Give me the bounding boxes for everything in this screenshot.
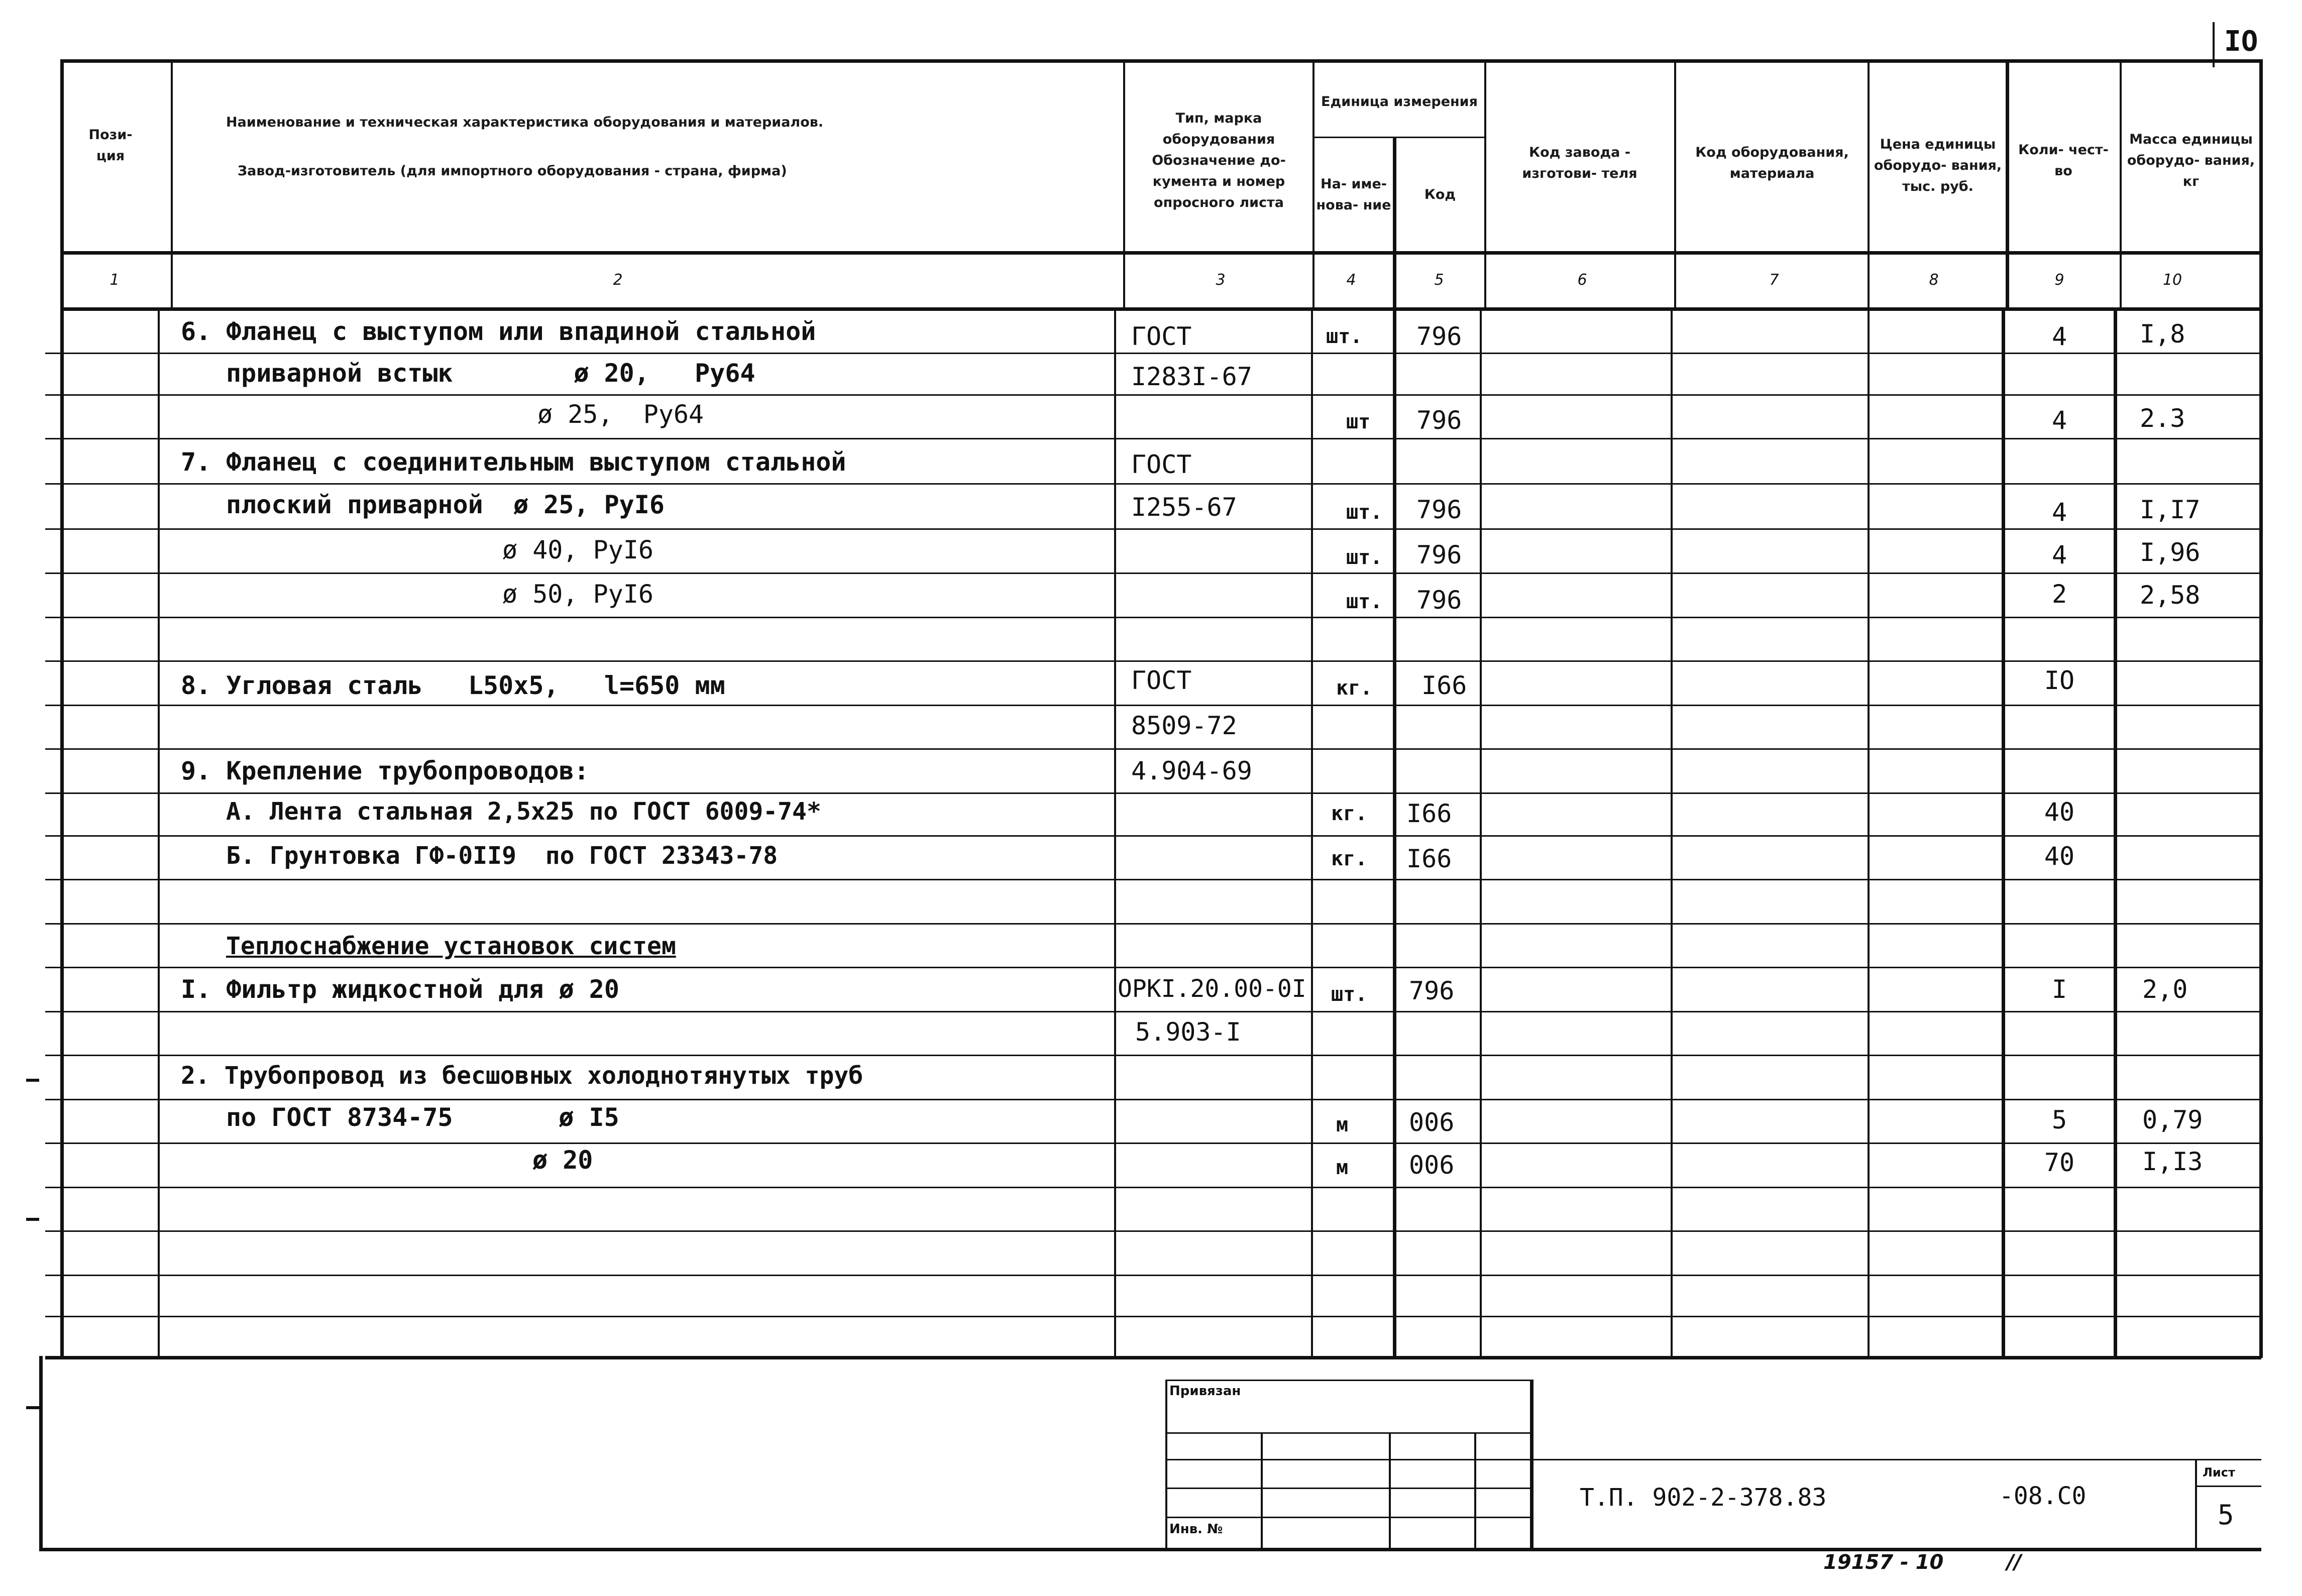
- table-row-mass: I,I7: [2140, 495, 2201, 524]
- column-number: 2: [613, 271, 623, 289]
- table-row-name: 9. Крепление трубопроводов:: [181, 756, 589, 785]
- table-row-qty: 70: [2044, 1148, 2075, 1177]
- table-row-unit: м: [1336, 1113, 1349, 1136]
- table-row-qty: 4: [2051, 406, 2067, 435]
- column-number: 9: [2054, 271, 2064, 289]
- table-row-name: приварной встык ø 20, Py64: [226, 359, 755, 388]
- header-unit-name: На- име- нова- ние: [1316, 176, 1391, 213]
- table-row-code: I66: [1421, 671, 1467, 700]
- header-type: Тип, марка оборудования Обозначение до- кумента и номер опросного листа: [1152, 110, 1286, 210]
- column-number: 10: [2162, 271, 2182, 289]
- table-row-name: плоский приварной ø 25, PyI6: [226, 490, 665, 519]
- sheet-number: IO: [2224, 25, 2258, 58]
- table-row-unit: кг.: [1336, 676, 1373, 700]
- column-number: 1: [109, 271, 120, 289]
- header-price: Цена единицы оборудо- вания, тыс. руб.: [1874, 137, 2002, 194]
- margin-tick: [26, 1218, 39, 1221]
- header-equipment-code: Код оборудования, материала: [1695, 145, 1849, 181]
- table-row-name: I. Фильтр жидкостной для ø 20: [181, 975, 619, 1004]
- table-row-type: ОРКI.20.00-0I: [1118, 975, 1306, 1003]
- table-row-type: 4.904-69: [1131, 756, 1252, 785]
- table-row-name: 2. Трубопровод из бесшовных холоднотянутых труб: [181, 1062, 863, 1090]
- stamp-list-label: Лист: [2203, 1465, 2235, 1479]
- table-row-qty: 5: [2051, 1105, 2067, 1134]
- table-row-name: А. Лента стальная 2,5x25 по ГОСТ 6009-74*: [226, 797, 821, 826]
- column-number: 7: [1769, 271, 1779, 289]
- table-row-code: 796: [1416, 406, 1462, 435]
- table-row-name: 7. Фланец с соединительным выступом стальной: [181, 447, 846, 477]
- table-row-type: ГОСТ: [1131, 322, 1192, 351]
- table-row-code: I66: [1406, 799, 1452, 828]
- table-row-qty: 40: [2044, 842, 2075, 871]
- table-row-qty: 40: [2044, 797, 2075, 827]
- table-row-qty: 4: [2051, 540, 2067, 569]
- table-row-mass: 2.3: [2140, 404, 2185, 433]
- table-row-name: 8. Угловая сталь L50x5, l=650 мм: [181, 671, 725, 700]
- margin-tick: [26, 1406, 39, 1409]
- table-row-unit: шт: [1346, 410, 1371, 433]
- header-name-line2: Завод-изготовитель (для импортного оборудования - страна, фирма): [238, 163, 787, 179]
- header-mass: Масса единицы оборудо- вания, кг: [2127, 132, 2255, 189]
- table-row-type: ГОСТ: [1131, 666, 1192, 695]
- column-number: 3: [1216, 271, 1226, 289]
- table-row-unit: м: [1336, 1156, 1349, 1179]
- table-row-type: I255-67: [1131, 493, 1237, 522]
- table-row-unit: кг.: [1331, 802, 1368, 825]
- table-row-type: I283I-67: [1131, 362, 1252, 391]
- table-row-name: по ГОСТ 8734-75 ø I5: [226, 1103, 619, 1132]
- table-row-qty: 2: [2051, 580, 2067, 609]
- column-number: 6: [1577, 271, 1587, 289]
- table-row-qty: 4: [2051, 498, 2067, 527]
- table-row-mass: I,96: [2140, 538, 2201, 567]
- table-row-code: 006: [1409, 1151, 1455, 1180]
- table-row-type: ГОСТ: [1131, 450, 1192, 479]
- section-title: Теплоснабжение установок систем: [226, 932, 676, 960]
- column-number: 4: [1346, 271, 1356, 289]
- header-quantity: Коли- чест- во: [2018, 142, 2109, 179]
- table-row-name: 6. Фланец с выступом или впадиной стальной: [181, 317, 816, 346]
- table-row-mass: I,8: [2140, 319, 2185, 349]
- stamp-privyazan: Привязан: [1169, 1384, 1241, 1399]
- table-row-name: ø 50, PyI6: [502, 580, 654, 609]
- table-row-type: 5.903-I: [1135, 1017, 1241, 1047]
- table-row-code: 796: [1416, 495, 1462, 524]
- header-position: Пози- ция: [88, 127, 133, 164]
- table-row-qty: I: [2051, 975, 2067, 1004]
- table-row-qty: IO: [2044, 666, 2075, 695]
- margin-tick: [26, 1079, 39, 1082]
- table-row-unit: кг.: [1331, 847, 1368, 870]
- table-row-unit: шт.: [1346, 590, 1383, 613]
- column-number: 8: [1929, 271, 1939, 289]
- table-row-code: 796: [1416, 322, 1462, 351]
- bottom-mark: //: [2007, 1551, 2022, 1574]
- table-row-unit: шт.: [1326, 325, 1363, 348]
- table-row-type: 8509-72: [1131, 711, 1237, 740]
- header-unit-code: Код: [1424, 186, 1456, 202]
- table-row-qty: 4: [2051, 322, 2067, 351]
- table-row-mass: 0,79: [2142, 1105, 2203, 1134]
- stamp-inv: Инв. №: [1169, 1522, 1223, 1537]
- table-row-name: Б. Грунтовка ГФ-0II9 по ГОСТ 23343-78: [226, 842, 778, 870]
- document-suffix: -08.С0: [1999, 1482, 2087, 1510]
- table-row-name: ø 25, Py64: [537, 400, 704, 429]
- header-name-line1: Наименование и техническая характеристика оборудования и материалов.: [226, 115, 824, 130]
- table-row-mass: 2,0: [2142, 975, 2188, 1004]
- table-row-code: I66: [1406, 844, 1452, 873]
- table-row-code: 796: [1416, 586, 1462, 615]
- document-number: Т.П. 902-2-378.83: [1580, 1484, 1827, 1512]
- table-row-code: 796: [1409, 976, 1455, 1005]
- stamp-list-number: 5: [2218, 1499, 2234, 1531]
- table-row-name: ø 20: [532, 1146, 593, 1175]
- table-row-mass: 2,58: [2140, 581, 2201, 610]
- table-row-unit: шт.: [1346, 546, 1383, 569]
- header-maker-code: Код завода - изготови- теля: [1522, 145, 1637, 181]
- column-number: 5: [1434, 271, 1444, 289]
- table-row-code: 796: [1416, 540, 1462, 569]
- table-row-name: ø 40, PyI6: [502, 535, 654, 564]
- header-unit-group: Единица измерения: [1321, 93, 1478, 109]
- table-row-unit: шт.: [1346, 501, 1383, 524]
- table-row-code: 006: [1409, 1108, 1455, 1137]
- table-row-unit: шт.: [1331, 983, 1368, 1006]
- table-row-mass: I,I3: [2142, 1147, 2203, 1176]
- bottom-note: 19157 - 10: [1823, 1551, 1944, 1574]
